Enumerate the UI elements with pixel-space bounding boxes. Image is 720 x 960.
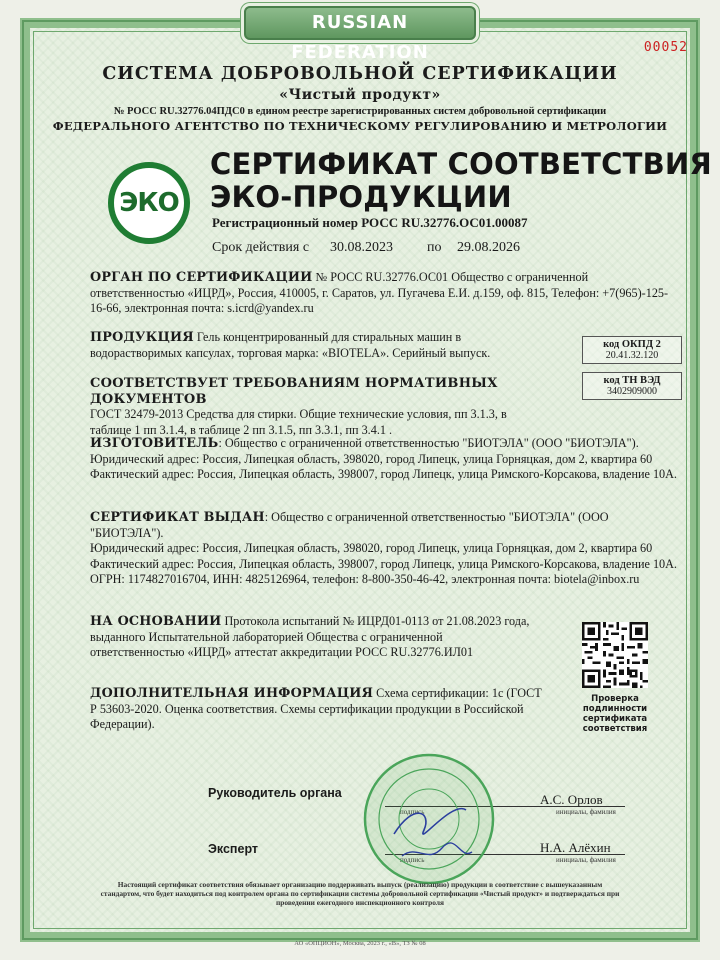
section-issued (90, 510, 680, 588)
issued-heading: СЕРТИФИКАТ ВЫДАН (90, 510, 265, 525)
certificate-title (210, 148, 712, 214)
basis-text: Протокола испытаний № ИЦРД01-0113 от 21.08.2023 года, выданного Испытательной лабораторией Общества с ограниченной ответственностью «ИЦРД» аттестат аккредитации РОСС RU.32776.ИЛ01 (90, 614, 530, 659)
issued-actual-address: Фактический адрес: Россия, Липецкая область, 398007, город Липецк, улица Римского-Корсакова, владение 10А. ОГРН: 1174827016704, ИНН: 4825126964, телефон: 8-800-350-46-42, электронная почта: biotela@inbox.ru (90, 556, 677, 586)
okpd-label: код ОКПД 2 (603, 339, 661, 350)
tnved-value: 3402909000 (607, 386, 657, 397)
additional-heading: ДОПОЛНИТЕЛЬНАЯ ИНФОРМАЦИЯ (90, 686, 374, 701)
valid-label: Срок действия с (212, 240, 310, 255)
product-text: Гель концентрированный для стиральных машин в водорастворимых капсулах, торговая марка: «BIOTELA». Серийный выпуск. (90, 330, 491, 360)
head-name-caption: инициалы, фамилия (556, 808, 616, 816)
title-line-1: СЕРТИФИКАТ СООТВЕТСТВИЯ (210, 147, 712, 181)
section-basis (90, 614, 530, 661)
agency-name: ФЕДЕРАЛЬНОГО АГЕНТСТВО ПО ТЕХНИЧЕСКОМУ РЕГУЛИРОВАНИЮ И МЕТРОЛОГИИ (52, 119, 668, 133)
qr-caption: Проверка подлинности сертификата соответствия (582, 694, 648, 734)
section-additional (90, 686, 550, 733)
product-heading: ПРОДУКЦИЯ (90, 330, 194, 345)
head-name: А.С. Орлов (540, 792, 603, 807)
registration-number (212, 215, 528, 231)
valid-to: 29.08.2026 (457, 240, 520, 255)
system-name: «Чистый продукт» (279, 87, 441, 103)
additional-text: Схема сертификации: 1с (ГОСТ Р 53603-2020. Оценка соответствия. Схемы сертификации продукции в Российской Федерации). (90, 686, 542, 731)
manufacturer-text: : Общество с ограниченной ответственностью "БИОТЭЛА" (ООО "БИОТЭЛА"). (218, 436, 639, 450)
section-organ (90, 270, 680, 317)
expert-label: Эксперт (208, 842, 259, 856)
head-label: Руководитель органа (208, 786, 342, 800)
section-product (90, 330, 510, 361)
okpd-code-box (582, 336, 682, 364)
manufacturer-actual-address: Фактический адрес: Россия, Липецкая область, 398007, город Липецк, улица Римского-Корсакова, владение 10А. (90, 467, 677, 481)
organ-heading: ОРГАН ПО СЕРТИФИКАЦИИ (90, 270, 313, 285)
footer-notice: Настоящий сертификат соответствия обязывает организацию поддерживать выпуск (реализацию) продукции в соответствие с вышеуказанным стандартом, что будет находиться под контролем органа по сертификации системы добровольной сертификации «Чистый продукт» и подтверждаться при проведении ежегодного инспекционного контроля (100, 880, 620, 907)
manufacturer-heading: ИЗГОТОВИТЕЛЬ (90, 436, 219, 451)
reg-label: Регистрационный номер (212, 215, 358, 230)
section-manufacturer (90, 436, 680, 483)
serial-number: 00052 (643, 40, 688, 55)
valid-to-label: по (427, 240, 442, 255)
issued-text: : Общество с ограниченной ответственностью "БИОТЭЛА" (ООО "БИОТЭЛА"). (90, 510, 609, 540)
compliance-text: ГОСТ 32479-2013 Средства для стирки. Общие технические условия, пп 3.1.3, в таблице 1 пп 3.1.4, в таблице 2 пп 3.1.5, пп 3.3.1, пп 3.4.1 . (90, 407, 507, 437)
tnved-code-box (582, 372, 682, 400)
expert-name: Н.А. Алёхин (540, 840, 611, 855)
banner-russian-federation: RUSSIAN FEDERATION (244, 6, 476, 40)
organ-stamp-seal (362, 752, 496, 886)
eco-leaf-logo (108, 162, 190, 244)
compliance-heading: СООТВЕТСТВУЕТ ТРЕБОВАНИЯМ НОРМАТИВНЫХ ДОКУМЕНТОВ (90, 376, 498, 407)
tnved-label: код ТН ВЭД (603, 375, 661, 386)
expert-name-caption: инициалы, фамилия (556, 856, 616, 864)
valid-from: 30.08.2023 (330, 240, 393, 255)
organ-text: № РОСС RU.32776.ОС01 Общество с ограниченной ответственностью «ИЦРД», Россия, 410005, г. Саратов, ул. Пугачева Е.И. д.159, оф. 815, Телефон: +7(965)-125-16-66, электронная почта: s.icrd@yandex.ru (90, 270, 669, 315)
reg-value: РОСС RU.32776.ОС01.00087 (361, 215, 528, 230)
section-compliance (90, 376, 550, 438)
system-title: СИСТЕМА ДОБРОВОЛЬНОЙ СЕРТИФИКАЦИИ (102, 64, 618, 84)
qr-code-icon[interactable] (582, 622, 648, 688)
title-line-2: ЭКО-ПРОДУКЦИИ (210, 180, 512, 214)
okpd-value: 20.41.32.120 (605, 350, 659, 361)
printer-line: АО «ОПЦИОН», Москва, 2023 г., «В», ТЗ № 08 (294, 940, 426, 947)
validity-period (212, 240, 520, 256)
manufacturer-legal-address: Юридический адрес: Россия, Липецкая область, 398020, город Липецк, улица Горняцкая, дом 2, квартира 60 (90, 451, 653, 466)
issued-legal-address: Юридический адрес: Россия, Липецкая область, 398020, город Липецк, улица Горняцкая, дом 2, квартира 60 (90, 541, 653, 555)
basis-heading: НА ОСНОВАНИИ (90, 614, 222, 629)
logo-text: ЭКО (119, 188, 179, 218)
system-registry: № РОСС RU.32776.04ПДС0 в едином реестре зарегистрированных систем добровольной сертификации (113, 106, 607, 117)
